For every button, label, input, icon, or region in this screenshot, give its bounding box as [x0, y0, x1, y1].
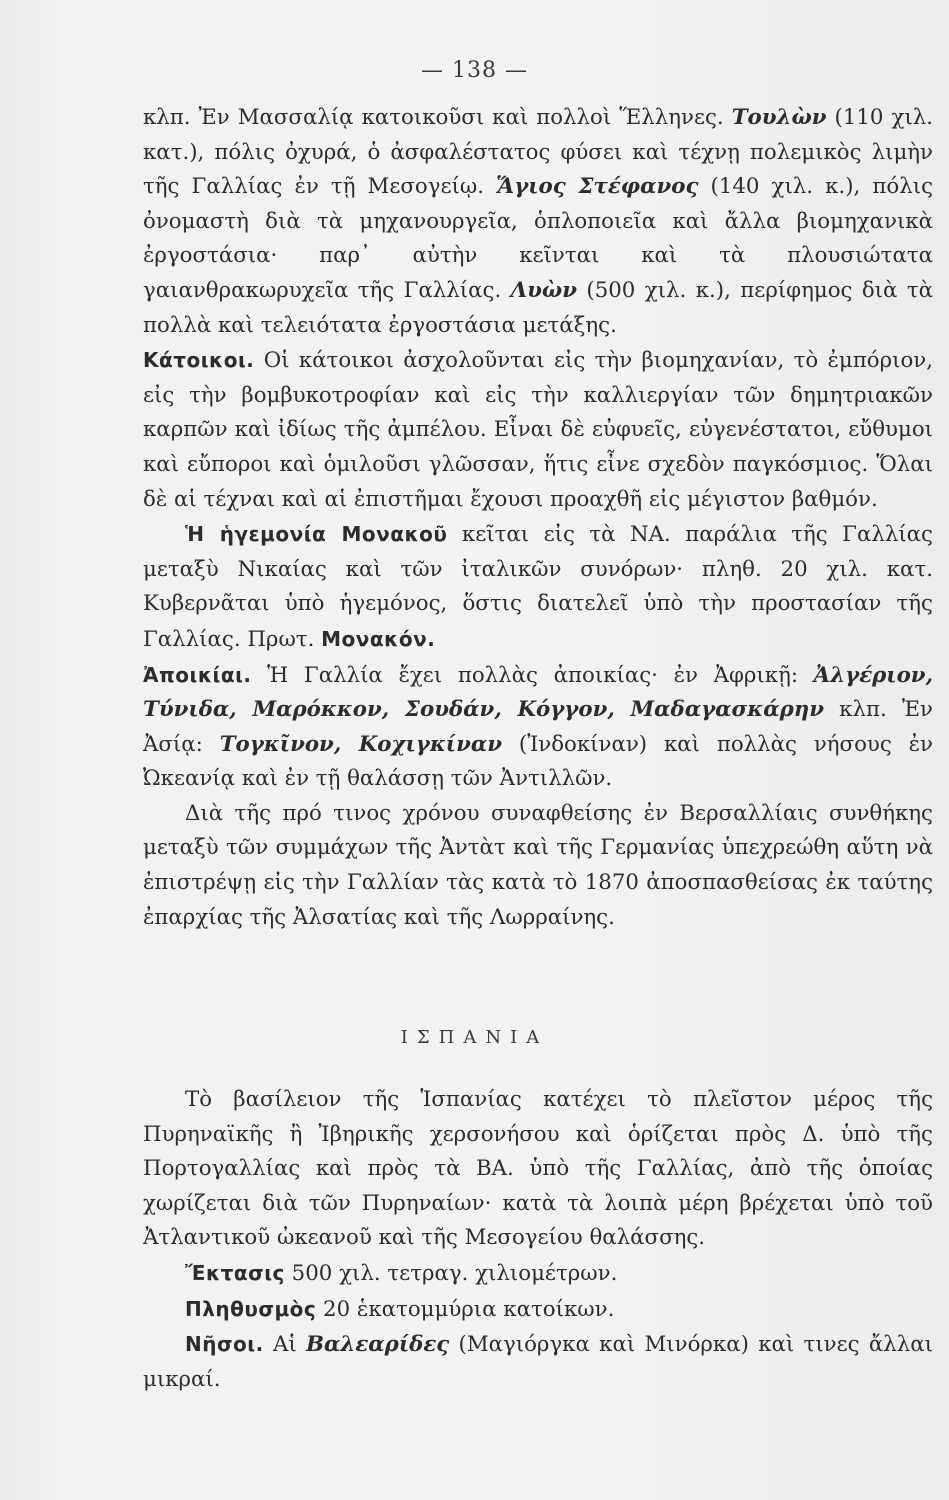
- city-name-lyon: Λυὼν: [510, 277, 577, 303]
- islands-paragraph: [143, 1327, 933, 1397]
- inhabitants-paragraph: [143, 343, 933, 517]
- text-run: (110 χιλ. κατ.), πόλις ὀχυρά, ὁ ἀσφαλέστατος φύσει καὶ τέχνῃ πολεμικὸς λιμὴν τῆς Γαλλίας ἐν τῇ Μεσογείῳ.: [143, 105, 933, 200]
- text-run: κεῖται εἰς τὰ ΝΑ. παράλια τῆς Γαλλίας μεταξὺ Νικαίας καὶ τῶν ἰταλικῶν συνόρων· πληθ. 20 χιλ. κατ. Κυβερνᾶται ὑπὸ ἡγεμόνος, ὅστις διατελεῖ ὑπὸ τὴν προστασίαν τῆς Γαλλίας. Πρωτ.: [143, 522, 933, 652]
- text-run: Οἱ κάτοικοι ἀσχολοῦνται εἰς τὴν βιομηχανίαν, τὸ ἐμπόριον, εἰς τὴν βομβυκοτροφίαν καὶ εἰς τὴν καλλιεργίαν τῶν δημητριακῶν καρπῶν καὶ ἰδίως τῆς ἀμπέλου. Εἶναι δὲ εὐφυεῖς, εὐγενέστατοι, εὔθυμοι καὶ εὔποροι καὶ ὁμιλοῦσι γλῶσσαν, ἥτις εἶνε σχεδὸν παγκόσμιος. Ὅλαι δὲ αἱ τέχναι καὶ αἱ ἐπιστῆμαι ἔχουσι προαχθῆ εἰς μέγιστον βαθμόν.: [143, 348, 933, 512]
- cities-paragraph: [143, 101, 933, 343]
- spain-intro-paragraph: Τὸ βασίλειον τῆς Ἱσπανίας κατέχει τὸ πλεῖστον μέρος τῆς Πυρηναϊκῆς ἢ Ἰβηρικῆς χερσονήσου καὶ ὁρίζεται πρὸς Δ. ὑπὸ τῆς Πορτογαλλίας καὶ πρὸς τὰ ΒΑ. ὑπὸ τῆς Γαλλίας, ἀπὸ τῆς ὁποίας χωρίζεται διὰ τῶν Πυρηναίων· κατὰ τὰ λοιπὰ μέρη βρέχεται ὑπὸ τοῦ Ἀτλαντικοῦ ὠκεανοῦ καὶ τῆς Μεσογείου θαλάσσης.: [143, 1087, 933, 1251]
- versailles-paragraph: Διὰ τῆς πρό τινος χρόνου συναφθείσης ἐν Βερσαλλίαις συνθήκης μεταξὺ τῶν συμμάχων τῆς Ἀντὰτ καὶ τῆς Γερμανίας ὑπεχρεώθη αὕτη νὰ ἐπιστρέψῃ εἰς τὴν Γαλλίαν τὰς κατὰ τὸ 1870 ἀποσπασθείσας ἐκ ταύτης ἐπαρχίας τῆς Ἀλσατίας καὶ τῆς Λωρραίνης.: [143, 800, 933, 930]
- city-name-saint-etienne: Ἅγιος Στέφανος: [496, 174, 699, 200]
- text-run: (500 χιλ. κ.), περίφημος διὰ τὰ πολλὰ καὶ τελειότατα ἐργοστάσια μετάξης.: [143, 277, 933, 338]
- text-run: 500 χιλ. τετραγ. χιλιομέτρων.: [284, 1260, 618, 1286]
- asia-colonies-list: Τογκῖνον, Κοχιγκίναν: [219, 731, 503, 757]
- inhabitants-heading: Κάτοικοι.: [143, 348, 255, 373]
- colonies-heading: Ἀποικίαι.: [143, 662, 252, 687]
- text-run: (Μαγιόργκα καὶ Μινόρκα) καὶ τινες ἄλλαι μικραί.: [143, 1332, 933, 1392]
- population-paragraph: [143, 1292, 933, 1328]
- text-run: (Ἰνδοκίναν) καὶ πολλὰς νήσους ἐν Ὠκεανίᾳ καὶ ἐν τῇ θαλάσσῃ τῶν Ἀντιλλῶν.: [143, 731, 933, 792]
- balearic-islands-name: Βαλεαρίδες: [306, 1332, 450, 1358]
- text-run: Ἡ Γαλλία ἔχει πολλὰς ἀποικίας· ἐν Ἀφρικῇ:: [251, 662, 814, 688]
- text-run: κλπ. Ἐν Μασσαλίᾳ κατοικοῦσι καὶ πολλοὶ Ἕλληνες.: [143, 105, 732, 130]
- section-title-spain: ΙΣΠΑΝΙΑ: [400, 1027, 549, 1048]
- city-name-toulon: Τουλὼν: [731, 105, 827, 130]
- islands-heading: Νῆσοι.: [185, 1332, 264, 1357]
- monaco-heading: Ἡ ἡγεμονία Μονακοῦ: [185, 522, 448, 547]
- spain-text-block: [143, 1083, 933, 1397]
- page-number: — 138 —: [421, 58, 528, 83]
- text-run: Αἱ: [263, 1332, 306, 1358]
- monaco-paragraph: [143, 517, 933, 657]
- area-paragraph: [143, 1256, 933, 1292]
- africa-colonies-list: Ἀλγέριον, Τύνιδα, Μαρόκκον, Σουδάν, Κόγγον, Μαδαγασκάρην: [143, 662, 933, 723]
- france-text-block: [143, 101, 933, 935]
- text-run: 20 ἑκατομμύρια κατοίκων.: [316, 1296, 615, 1322]
- text-run: κλπ. Ἐν Ἀσίᾳ:: [143, 697, 933, 757]
- monaco-capital: Μονακόν.: [321, 626, 436, 651]
- area-heading: Ἔκτασις: [185, 1260, 285, 1285]
- colonies-paragraph: [143, 658, 933, 797]
- population-heading: Πληθυσμὸς: [185, 1296, 317, 1321]
- text-run: (140 χιλ. κ.), πόλις ὀνομαστὴ διὰ τὰ μηχανουργεῖα, ὁπλοποιεῖα καὶ ἄλλα βιομηχανικὰ ἐργοστάσια· παρ᾽ αὐτὴν κεῖνται καὶ τὰ πλουσιώτατα γαιανθρακωρυχεῖα τῆς Γαλλίας.: [143, 174, 933, 303]
